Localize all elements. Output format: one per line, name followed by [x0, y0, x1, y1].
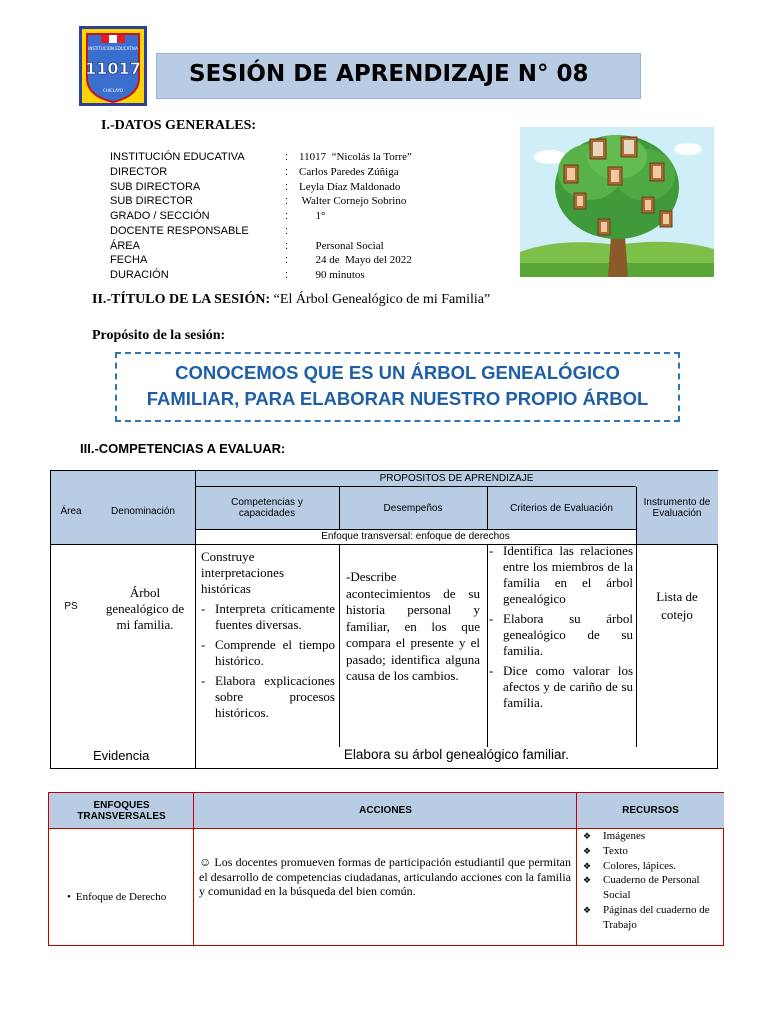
datos-value: Walter Cornejo Sobrino: [299, 195, 407, 208]
criterio-text: Elabora su árbol genealógico de su familia.: [503, 611, 633, 658]
denominacion-value: Árbol genealógico de mi familia.: [105, 585, 185, 632]
capacidad-text: Comprende el tiempo histórico.: [215, 637, 335, 668]
family-tree-illustration: [520, 127, 714, 277]
session-title: SESIÓN DE APRENDIZAJE N° 08: [189, 61, 589, 87]
datos-value: 11017 “Nicolás la Torre”: [299, 151, 412, 163]
header-instrumento: Instrumento de Evaluación: [643, 497, 711, 519]
criterio-item: - Elabora su árbol genealógico de su familia.: [489, 611, 633, 658]
header-area: Área: [60, 505, 82, 517]
recurso-item: ❖ Imágenes: [579, 829, 723, 844]
accion-cell: [199, 855, 571, 899]
grid-line: [576, 793, 577, 946]
evidencia-value: Elabora su árbol genealógico familiar.: [343, 747, 570, 762]
competencias-table: [50, 470, 718, 769]
titulo-label: II.-TÍTULO DE LA SESIÓN:: [92, 292, 274, 307]
datos-value: Personal Social: [299, 239, 384, 252]
grid-line: [195, 486, 636, 487]
header-denominacion: Denominación: [111, 505, 175, 517]
header-recursos: RECURSOS: [577, 793, 724, 828]
datos-separator: :: [285, 254, 289, 267]
enfoques-table: [48, 792, 724, 946]
session-title-line: [92, 292, 490, 308]
header-propositos: PROPOSITOS DE APRENDIZAJE: [379, 473, 534, 484]
competencias-heading: III.-COMPETENCIAS A EVALUAR:: [80, 441, 286, 456]
recurso-item: ❖ Páginas del cuaderno de Trabajo: [579, 903, 723, 933]
datos-value: 90 minutos: [299, 269, 365, 281]
datos-separator: :: [285, 224, 289, 237]
datos-label: SUB DIRECTOR: [110, 195, 193, 208]
datos-label: DOCENTE RESPONSABLE: [110, 224, 249, 237]
capacidad-item: - Elabora explicaciones sobre procesos históricos.: [201, 673, 335, 720]
proposito-line-2: FAMILIAR, PARA ELABORAR NUESTRO PROPIO ÁRBOL: [146, 388, 649, 409]
header-bg-instrument: [636, 529, 718, 544]
title-banner: [156, 53, 641, 99]
header-desempenos: Desempeños: [383, 502, 443, 514]
area-value: PS: [64, 600, 78, 612]
competencias-cell: [201, 549, 335, 721]
datos-separator: :: [285, 210, 289, 222]
criterio-item: - Identifica las relaciones entre los miembros de la familia en el árbol genealógico: [489, 543, 633, 606]
datos-label: FECHA: [110, 254, 148, 267]
logo-text-top: INSTITUCION EDUCATIVA: [88, 46, 138, 51]
logo-text-bottom: CHICLAYO: [103, 88, 123, 93]
school-logo: [79, 26, 147, 106]
titulo-value: “El Árbol Genealógico de mi Familia”: [273, 292, 491, 307]
capacidad-text: Elabora explicaciones sobre procesos históricos.: [215, 673, 335, 720]
logo-number: 11017: [85, 59, 141, 78]
datos-label: DURACIÓN: [110, 269, 169, 281]
header-acciones: ACCIONES: [194, 793, 577, 828]
datos-value: Carlos Paredes Zúñiga: [299, 165, 399, 178]
datos-generales-heading: I.-DATOS GENERALES:: [101, 118, 257, 133]
datos-separator: :: [285, 239, 289, 252]
grid-line: [487, 545, 488, 747]
datos-separator: :: [285, 151, 289, 163]
datos-label: GRADO / SECCIÓN: [110, 210, 210, 222]
proposito-line-1: CONOCEMOS QUE ES UN ÁRBOL GENEALÓGICO: [175, 362, 620, 383]
recursos-list: [579, 829, 723, 933]
datos-label: DIRECTOR: [110, 165, 168, 178]
enfoque-cell: • Enfoque de Derecho: [67, 891, 167, 903]
enfoque-transversal: Enfoque transversal: enfoque de derechos: [321, 531, 510, 542]
recurso-item: ❖ Texto: [579, 844, 723, 859]
datos-separator: :: [285, 165, 289, 178]
datos-value: Leyla Díaz Maldonado: [299, 180, 401, 193]
datos-label: SUB DIRECTORA: [110, 180, 201, 193]
enfoque-value: Enfoque de Derecho: [75, 891, 167, 903]
criterio-text: Identifica las relaciones entre los miembros de la familia en el árbol genealógico: [503, 543, 633, 606]
datos-label: INSTITUCIÓN EDUCATIVA: [110, 151, 245, 163]
proposito-label: Propósito de la sesión:: [92, 328, 226, 343]
recurso-item: ❖ Colores, lápices.: [579, 859, 723, 874]
instrumento-value: Lista de cotejo: [656, 589, 698, 622]
grid-line: [193, 793, 194, 946]
criterio-text: Dice como valorar los afectos y de cariño de su familia.: [503, 663, 633, 710]
grid-line: [636, 545, 637, 747]
criterio-item: - Dice como valorar los afectos y de cariño de su familia.: [489, 663, 633, 710]
capacidad-text: Interpreta críticamente fuentes diversas.: [215, 601, 335, 632]
datos-separator: :: [285, 195, 289, 208]
datos-label: ÁREA: [110, 239, 140, 252]
recurso-item: ❖ Cuaderno de Personal Social: [579, 873, 723, 903]
header-enfoques: ENFOQUES TRANSVERSALES: [49, 793, 194, 828]
capacidad-item: - Comprende el tiempo histórico.: [201, 637, 335, 668]
header-criterios: Criterios de Evaluación: [510, 502, 613, 514]
grid-line: [339, 545, 340, 747]
grid-line: [195, 471, 196, 769]
smiley-icon: ☺: [199, 855, 215, 869]
datos-separator: :: [285, 269, 289, 281]
datos-separator: :: [285, 180, 289, 193]
criterios-cell: [489, 543, 633, 711]
datos-value: 1°: [299, 210, 326, 222]
evidencia-label: Evidencia: [93, 748, 150, 763]
capacidad-item: - Interpreta críticamente fuentes diversas.: [201, 601, 335, 632]
accion-value: Los docentes promueven formas de participación estudiantil que permitan el desarrollo de competencias ciudadanas, articulando acciones con la familia y comunidad en la búsqueda del bien común.: [199, 855, 571, 898]
datos-value: 24 de Mayo del 2022: [299, 254, 412, 267]
header-competencias: Competencias y capacidades: [231, 497, 303, 519]
proposito-box: [115, 352, 680, 422]
desempeno-value: -Describe acontecimientos de su historia personal y familiar, en los que compara el presente y el pasado; identifica alguna causa de los cambios.: [346, 569, 480, 683]
competencia-title: Construye interpretaciones históricas: [201, 549, 285, 596]
